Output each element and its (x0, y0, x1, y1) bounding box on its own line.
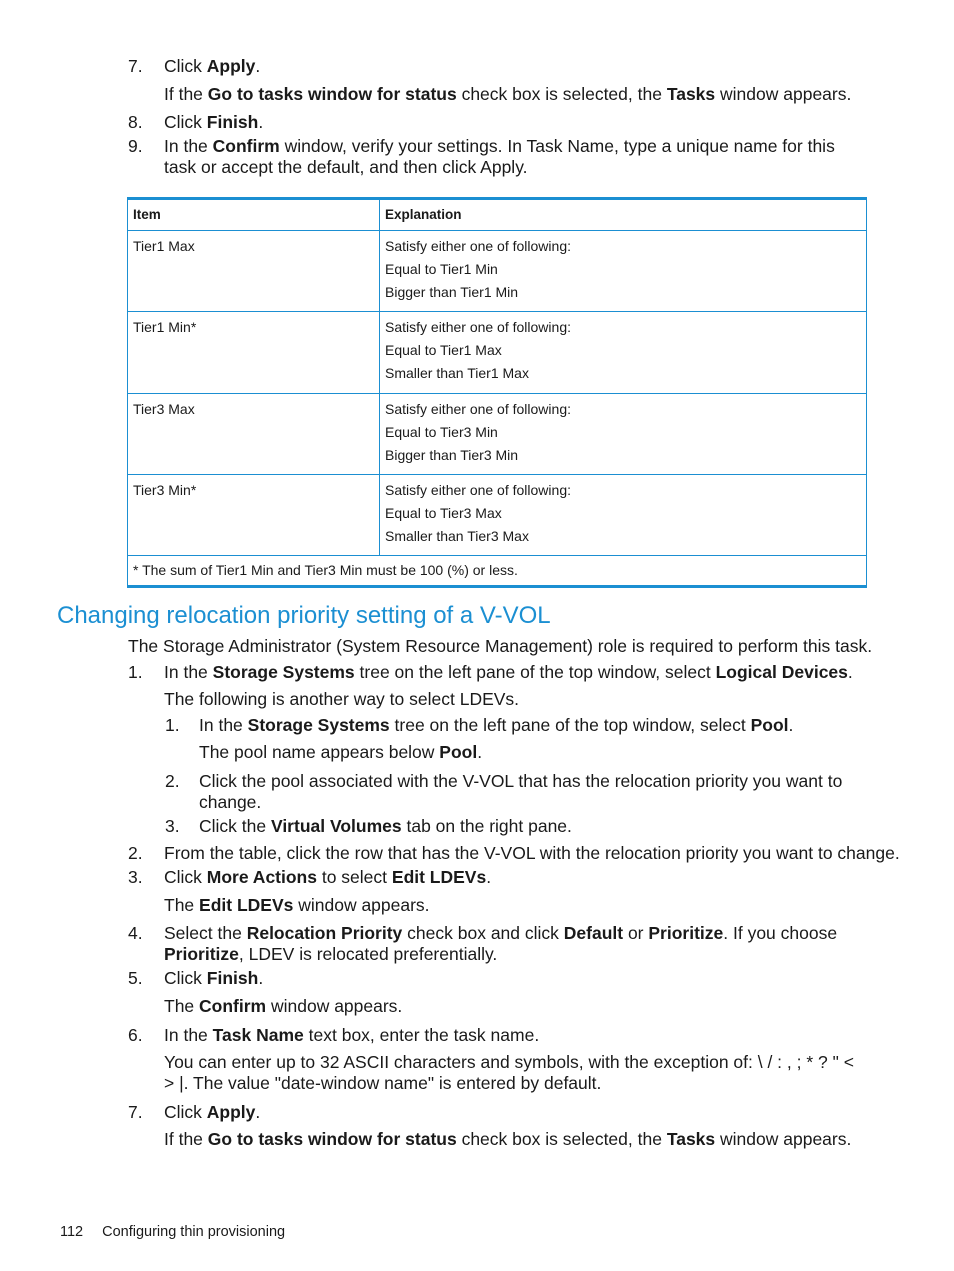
step-text: Select the Relocation Priority check box and click Default or Prioritize. If you choose Prioritize, LDEV is relocated preferentially. (164, 923, 838, 964)
step-subtext: The Edit LDEVs window appears. (164, 895, 430, 915)
explanation-line: Equal to Tier1 Min (385, 261, 498, 277)
step-subtext: If the Go to tasks window for status check box is selected, the Tasks window appears. (164, 84, 852, 104)
step-text: In the Confirm window, verify your settings. In Task Name, type a unique name for this task or accept the default, and then click Apply. (164, 136, 835, 177)
step-number: 7. (128, 1102, 143, 1122)
step-text: Click Apply. (164, 1102, 261, 1122)
explanation-cell (380, 312, 866, 393)
table-row (128, 394, 866, 475)
explanation-cell (380, 394, 866, 474)
step-subtext: The Confirm window appears. (164, 996, 403, 1016)
step-text: From the table, click the row that has the V-VOL with the relocation priority you want to change. (164, 843, 900, 863)
step-number: 2. (128, 843, 143, 863)
table-row (128, 231, 866, 312)
explanation-line: Satisfy either one of following: (385, 401, 571, 417)
explanation-line: Satisfy either one of following: (385, 238, 571, 254)
substep-text: Click the pool associated with the V-VOL that has the relocation priority you want to change. (199, 771, 843, 812)
step-number: 9. (128, 136, 143, 156)
step-text: In the Storage Systems tree on the left pane of the top window, select Logical Devices. (164, 662, 853, 682)
explanation-line: Smaller than Tier3 Max (385, 528, 529, 544)
table-row (128, 475, 866, 556)
substep-text: In the Storage Systems tree on the left pane of the top window, select Pool. (199, 715, 794, 735)
step-subtext: You can enter up to 32 ASCII characters and symbols, with the exception of: \ / : , ; * ? " < > |. The value "date-window name" is entered by default. (164, 1052, 854, 1093)
substep-number: 2. (165, 771, 180, 791)
explanation-line: Smaller than Tier1 Max (385, 365, 529, 381)
column-header-item: Item (128, 200, 380, 230)
tier-settings-table (127, 197, 867, 588)
explanation-cell (380, 475, 866, 555)
explanation-cell (380, 231, 866, 311)
step-text: Click Finish. (164, 112, 264, 132)
step-subtext: The following is another way to select LDEVs. (164, 689, 520, 709)
table-note-row (128, 556, 866, 585)
page-footer (60, 1223, 285, 1241)
step-text: Click More Actions to select Edit LDEVs. (164, 867, 492, 887)
explanation-line: Equal to Tier3 Min (385, 424, 498, 440)
step-text: Click Finish. (164, 968, 264, 988)
step-number: 4. (128, 923, 143, 943)
section-intro: The Storage Administrator (System Resource Management) role is required to perform this task. (128, 636, 873, 656)
step-number: 6. (128, 1025, 143, 1045)
step-text: In the Task Name text box, enter the task name. (164, 1025, 540, 1045)
item-cell: Tier1 Min* (128, 312, 380, 393)
substep-text: Click the Virtual Volumes tab on the right pane. (199, 816, 572, 836)
step-number: 1. (128, 662, 143, 682)
table-header-row (128, 200, 866, 231)
item-cell: Tier3 Max (128, 394, 380, 474)
section-heading: Changing relocation priority setting of a V-VOL (57, 602, 551, 629)
column-header-explanation: Explanation (385, 207, 462, 222)
step-text: Click Apply. (164, 56, 261, 76)
substep-number: 1. (165, 715, 180, 735)
item-cell: Tier3 Min* (128, 475, 380, 555)
explanation-line: Equal to Tier1 Max (385, 342, 502, 358)
step-number: 5. (128, 968, 143, 988)
substep-number: 3. (165, 816, 180, 836)
table-footnote: * The sum of Tier1 Min and Tier3 Min must be 100 (%) or less. (133, 562, 518, 578)
step-number: 7. (128, 56, 143, 76)
item-cell: Tier1 Max (128, 231, 380, 311)
step-number: 8. (128, 112, 143, 132)
explanation-line: Equal to Tier3 Max (385, 505, 502, 521)
table-row (128, 312, 866, 394)
step-subtext: If the Go to tasks window for status check box is selected, the Tasks window appears. (164, 1129, 852, 1149)
step-number: 3. (128, 867, 143, 887)
page-number: 112 (60, 1224, 84, 1240)
footer-title: Configuring thin provisioning (102, 1224, 286, 1240)
explanation-line: Bigger than Tier3 Min (385, 447, 519, 463)
explanation-line: Satisfy either one of following: (385, 319, 571, 335)
substep-subtext: The pool name appears below Pool. (199, 742, 483, 762)
explanation-line: Satisfy either one of following: (385, 482, 571, 498)
explanation-line: Bigger than Tier1 Min (385, 284, 519, 300)
